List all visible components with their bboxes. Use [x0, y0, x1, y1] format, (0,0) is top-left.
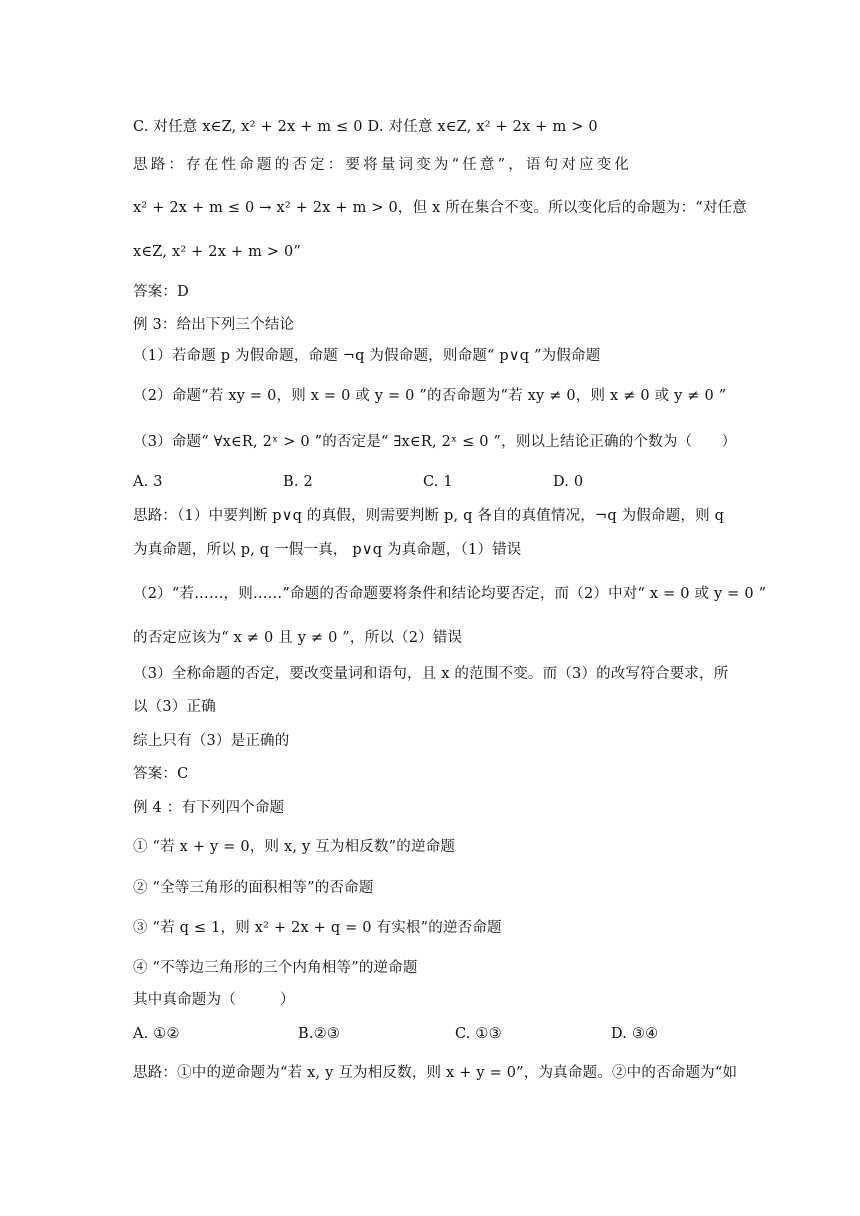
- example-4-title: 例 4 ：有下列四个命题: [133, 800, 285, 816]
- example-4-item-1: ① “若 x + y = 0，则 x, y 互为相反数”的逆命题: [133, 839, 456, 855]
- option-b: B. 2: [283, 474, 313, 490]
- example-3-answer: 答案：C: [133, 766, 189, 782]
- option-d: D. ③④: [611, 1026, 659, 1042]
- example-4-item-2: ② “全等三角形的面积相等”的否命题: [133, 880, 374, 896]
- example-3-statement-2: （2）命题“若 xy = 0，则 x = 0 或 y = 0 ”的否命题为“若 xy ≠ 0，则 x ≠ 0 或 y ≠ 0 ”: [133, 388, 727, 404]
- example-4-question: 其中真命题为（ ）: [133, 992, 295, 1008]
- option-a: A. 3: [133, 474, 163, 490]
- example-4-item-3: ③ “若 q ≤ 1，则 x² + 2x + q = 0 有实根”的逆否命题: [133, 920, 502, 936]
- q2-options-c-d: C. 对任意 x∈Z, x² + 2x + m ≤ 0 D. 对任意 x∈Z, x² + 2x + m > 0: [133, 119, 598, 135]
- example-3-statement-1: （1）若命题 p 为假命题，命题 ¬q 为假命题，则命题“ p∨q ”为假命题: [133, 348, 601, 364]
- example-3-statement-3: （3）命题“ ∀x∈R, 2ˣ > 0 ”的否定是“ ∃x∈R, 2ˣ ≤ 0 ”，则以上结论正确的个数为（ ）: [133, 434, 737, 450]
- q2-reasoning-line-1: 思路：存在性命题的否定：要将量词变为“任意”，语句对应变化: [133, 157, 633, 173]
- example-3-summary: 综上只有（3）是正确的: [133, 733, 290, 749]
- example-3-reason-3a: （3）全称命题的否定，要改变量词和语句，且 x 的范围不变。而（3）的改写符合要求，所: [133, 666, 729, 682]
- example-3-reason-2a: （2）“若……，则……”命题的否命题要将条件和结论均要否定，而（2）中对“ x = 0 或 y = 0 ”: [133, 586, 767, 602]
- q2-answer: 答案：D: [133, 284, 189, 300]
- option-b: B.②③: [298, 1026, 341, 1042]
- example-4-item-4: ④ “不等边三角形的三个内角相等”的逆命题: [133, 960, 418, 976]
- example-3-title: 例 3：给出下列三个结论: [133, 317, 295, 333]
- q2-reasoning-line-3: x∈Z, x² + 2x + m > 0”: [133, 244, 302, 260]
- option-d: D. 0: [553, 474, 584, 490]
- example-4-reasoning: 思路：①中的逆命题为“若 x, y 互为相反数，则 x + y = 0”，为真命题。②中的否命题为“如: [133, 1065, 738, 1081]
- q2-reasoning-line-2: x² + 2x + m ≤ 0 → x² + 2x + m > 0，但 x 所在集合不变。所以变化后的命题为：“对任意: [133, 200, 747, 216]
- option-c: C. 1: [423, 474, 453, 490]
- example-3-reason-2b: 的否定应该为“ x ≠ 0 且 y ≠ 0 ”，所以（2）错误: [133, 630, 463, 646]
- example-3-reason-3b: 以（3）正确: [133, 699, 216, 715]
- example-3-reason-1b: 为真命题，所以 p, q 一假一真， p∨q 为真命题，（1）错误: [133, 542, 522, 558]
- example-3-reason-1a: 思路：（1）中要判断 p∨q 的真假，则需要判断 p, q 各自的真值情况，¬q 为假命题，则 q: [133, 508, 725, 524]
- option-c: C. ①③: [455, 1026, 502, 1042]
- option-a: A. ①②: [133, 1026, 180, 1042]
